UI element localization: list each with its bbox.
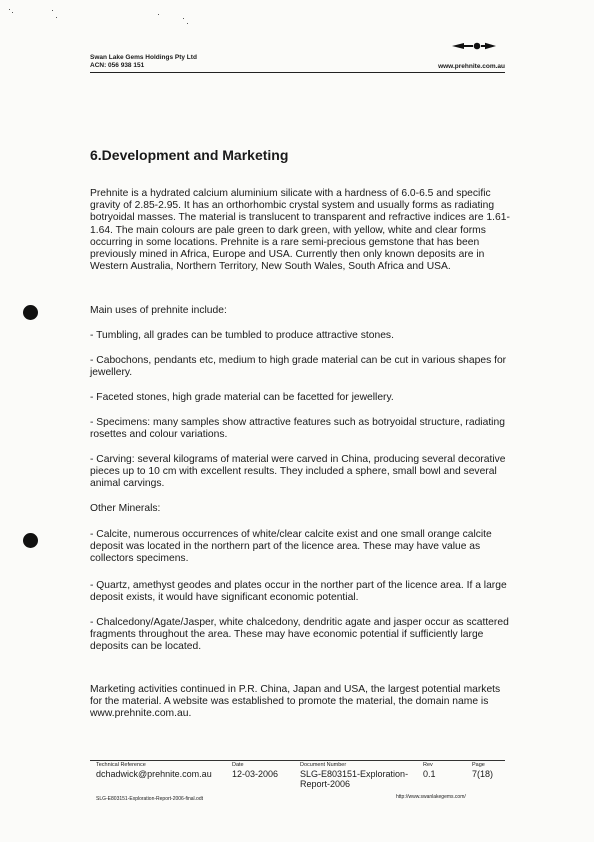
marketing-paragraph: Marketing activities continued in P.R. China, Japan and USA, the largest potential markets for the material. A website was established to promote the material, the domain name is www.prehnite.com.au. bbox=[90, 684, 501, 720]
page-number: 7(18) bbox=[472, 769, 494, 779]
intro-paragraph: Prehnite is a hydrated calcium aluminium silicate with a hardness of 6.0-6.5 and specific gravity of 2.85-2.95. It has an orthorhombic crystal system and usually forms as radiating botryoidal masses. The material is translucent to transparent and refractive indices are 1.61-1.64. The main colours are pale green to dark green, with yellow, white and clear forms occurring in some locations. Prehnite is a rare semi-precious gemstone that has been previously mined in Africa, Europe and USA. Currently then only known deposits are in Western Australia, Northern Territory, New South Wales, South Africa and USA. bbox=[90, 188, 510, 273]
use-specimens: - Specimens: many samples show attractive features such as botryoidal structure, radiating rosettes and colour variations. bbox=[90, 417, 505, 441]
header-divider bbox=[90, 72, 505, 73]
uses-heading: Main uses of prehnite include: bbox=[90, 305, 227, 316]
scan-speck bbox=[158, 14, 159, 15]
rev-value: 0.1 bbox=[423, 769, 436, 779]
mineral-calcite: - Calcite, numerous occurrences of white/clear calcite exist and one small orange calcite deposit was located in the northern part of the licence area. These may have value as collectors specimens. bbox=[90, 529, 492, 565]
mineral-chalcedony: - Chalcedony/Agate/Jasper, white chalcedony, dendritic agate and jasper occur as scattered fragments throughout the area. These may have economic potential if sufficiently large deposits can be located. bbox=[90, 617, 509, 653]
scan-speck bbox=[12, 12, 13, 13]
company-name: Swan Lake Gems Holdings Pty Ltd bbox=[90, 54, 197, 61]
other-minerals-heading: Other Minerals: bbox=[90, 503, 161, 514]
footer-filename: SLG-E803151-Exploration-Report-2006-final.odt bbox=[96, 796, 204, 802]
scan-speck bbox=[9, 9, 10, 10]
date-value: 12-03-2006 bbox=[232, 769, 279, 779]
company-logo-icon bbox=[452, 41, 496, 51]
tech-ref-value: dchadwick@prehnite.com.au bbox=[96, 769, 212, 779]
scan-speck bbox=[183, 18, 184, 19]
use-cabochons: - Cabochons, pendants etc, medium to high grade material can be cut in various shapes for jewellery. bbox=[90, 355, 507, 379]
doc-number-value: SLG-E803151-Exploration-Report-2006 bbox=[300, 769, 409, 789]
use-tumbling: - Tumbling, all grades can be tumbled to produce attractive stones. bbox=[90, 330, 394, 341]
use-carving: - Carving: several kilograms of material were carved in China, producing several decorative pieces up to 10 cm with excellent results. They included a sphere, small bowl and several animal carvings. bbox=[90, 454, 506, 490]
scan-speck bbox=[187, 23, 188, 24]
mineral-quartz: - Quartz, amethyst geodes and plates occur in the norther part of the licence area. If a large deposit exists, it would have significant economic potential. bbox=[90, 580, 507, 604]
scan-speck bbox=[56, 17, 57, 18]
doc-number-label: Document Number bbox=[300, 762, 347, 768]
binder-hole-bottom bbox=[23, 533, 38, 548]
page-label: Page bbox=[472, 762, 485, 768]
use-faceted: - Faceted stones, high grade material can be facetted for jewellery. bbox=[90, 392, 394, 403]
date-label: Date bbox=[232, 762, 244, 768]
rev-label: Rev bbox=[423, 762, 433, 768]
tech-ref-label: Technical Reference bbox=[96, 762, 146, 768]
footer-site-url: http://www.swanlakegems.com/ bbox=[396, 794, 466, 800]
header-website: www.prehnite.com.au bbox=[438, 63, 505, 70]
scan-speck bbox=[52, 10, 53, 11]
company-header bbox=[90, 54, 197, 70]
section-title: 6.Development and Marketing bbox=[90, 147, 289, 163]
binder-hole-top bbox=[23, 305, 38, 320]
company-acn: ACN: 056 938 151 bbox=[90, 62, 145, 69]
footer-divider bbox=[90, 760, 505, 761]
